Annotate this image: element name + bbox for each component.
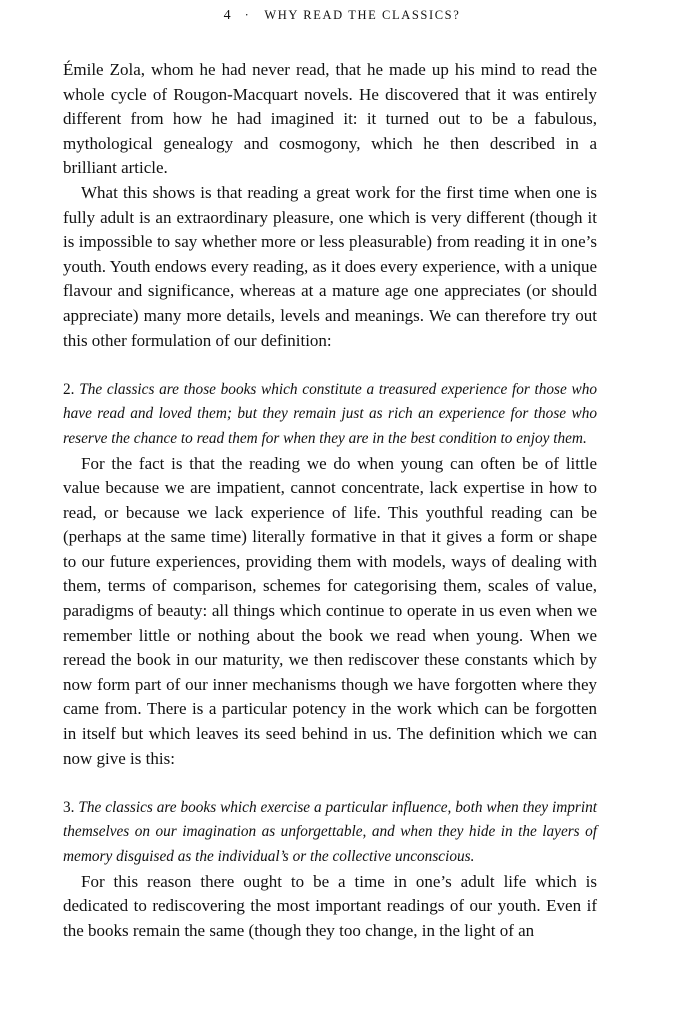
definition-2 bbox=[63, 378, 597, 452]
page-number: 4 bbox=[223, 8, 231, 23]
running-header bbox=[0, 8, 684, 24]
running-title: WHY READ THE CLASSICS? bbox=[264, 8, 461, 22]
paragraph-2: What this shows is that reading a great work for the first time when one is fully adult is an extraordinary pleasure, one which is very different (though it is impossible to say whether more or less pleasurable) from reading it in one’s youth. Youth endows every reading, as it does every experience, with a unique flavour and significance, whereas at a mature age one appreciates (or should appreciate) many more details, levels and meanings. We can therefore try out this other formulation of our definition: bbox=[63, 182, 597, 350]
paragraph-3: For the fact is that the reading we do when young can often be of little value because we are impatient, cannot concentrate, lack expertise in how to read, or because we lack experience of life. This youthful reading can be (perhaps at the same time) literally formative in that it gives a form or shape to our future experiences, providing them with models, ways of dealing with them, terms of comparison, schemes for categorising them, scales of value, paradigms of beauty: all things which continue to operate in us even when we remember little or nothing about the book we read when young. When we reread the book in our maturity, we then rediscover these constants which by now form part of our inner mechanisms though we have forgotten where they came from. There is a particular potency in the work which can be forgotten in itself but which leaves its seed behind in us. The definition which we can now give is this: bbox=[63, 453, 597, 768]
paragraph-1: Émile Zola, whom he had never read, that he made up his mind to read the whole cycle of Rougon-Macquart novels. He discovered that it was entirely different from how he had imagined it: it turned out to be a fabulous, mythological genealogy and cosmogony, which he then described in a brilliant article. bbox=[63, 60, 597, 178]
paragraph-4: For this reason there ought to be a time in one’s adult life which is dedicated to rediscovering the most important readings of our youth. Even if the books remain the same (though they too change, in the light of an bbox=[63, 871, 597, 940]
definition-number: 3. bbox=[63, 798, 75, 816]
definition-text: The classics are those books which constitute a treasured experience for those who have read and loved them; but they remain just as rich an experience for those who reserve the chance to read them for when they are in the best condition to enjoy them. bbox=[63, 380, 597, 447]
header-separator: · bbox=[244, 8, 251, 22]
definition-3 bbox=[63, 796, 597, 870]
body-text bbox=[63, 58, 597, 943]
definition-number: 2. bbox=[63, 380, 75, 398]
definition-text: The classics are books which exercise a particular influence, both when they imprint themselves on our imagination as unforgettable, and when they hide in the layers of memory disguised as the individual’s or the collective unconscious. bbox=[63, 798, 598, 865]
